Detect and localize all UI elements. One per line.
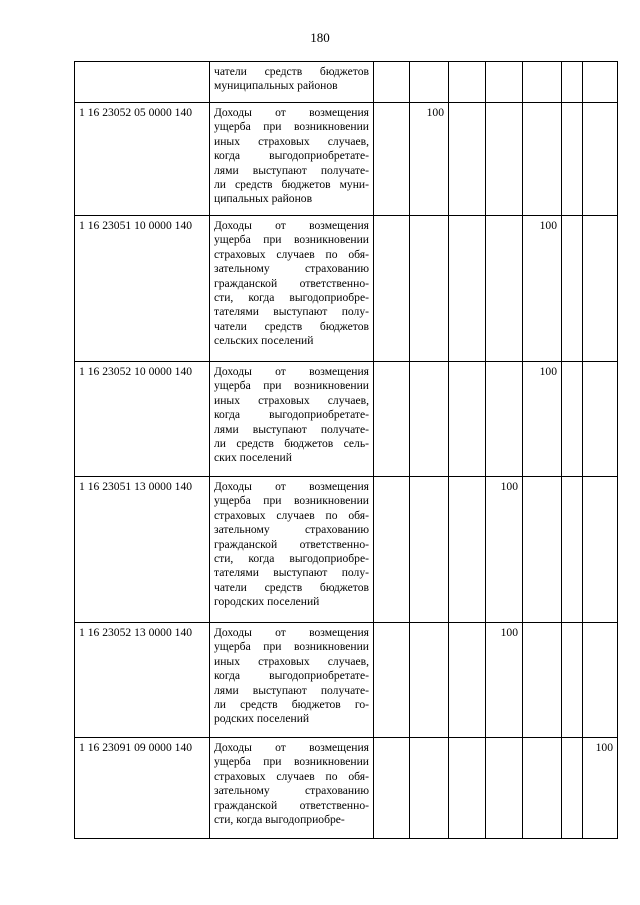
- amount-cell: 100: [583, 738, 618, 839]
- description-line: Доходы от возмещения: [214, 219, 369, 232]
- amount-cell: [374, 62, 410, 103]
- page-number: 180: [310, 30, 330, 45]
- amount-cell: [523, 738, 562, 839]
- description-line: иных страховых случаев,: [214, 393, 369, 407]
- amount-cell: [486, 216, 523, 362]
- amount-cell: [562, 362, 583, 477]
- description-line: родских поселений: [214, 712, 310, 726]
- description-line: лями выступают получате-: [214, 163, 369, 177]
- amount-cell: [374, 477, 410, 623]
- description-line: лями выступают получате-: [214, 683, 369, 697]
- amount-cell: [410, 623, 449, 738]
- description-line: Доходы от возмещения: [214, 480, 369, 493]
- description-line: зательному страхованию: [214, 262, 369, 276]
- description-line: муниципальных районов: [214, 79, 338, 93]
- description-line: гражданской ответственно-: [214, 276, 369, 290]
- table-row: [75, 362, 618, 477]
- description-line: тателями выступают полу-: [214, 305, 369, 319]
- table-row: [75, 623, 618, 738]
- income-description-cell: [210, 623, 374, 738]
- amount-cell: [523, 62, 562, 103]
- amount-cell: [374, 362, 410, 477]
- amount-cell: [583, 103, 618, 216]
- description-line: ущерба при возникновении: [214, 494, 369, 508]
- amount-cell: [562, 623, 583, 738]
- amount-cell: [449, 623, 486, 738]
- table-row: [75, 216, 618, 362]
- income-description-cell: [210, 362, 374, 477]
- amount-cell: [486, 738, 523, 839]
- table-body: [75, 62, 618, 839]
- description-line: Доходы от возмещения: [214, 365, 369, 378]
- table-row: [75, 62, 618, 103]
- amount-cell: 100: [486, 477, 523, 623]
- description-line: чатели средств бюджетов: [214, 65, 369, 78]
- description-line: лями выступают получате-: [214, 422, 369, 436]
- amount-cell: [583, 477, 618, 623]
- description-line: страховых случаев по обя-: [214, 247, 369, 261]
- description-line: гражданской ответственно-: [214, 537, 369, 551]
- amount-cell: [583, 216, 618, 362]
- description-line: ли средств бюджетов муни-: [214, 178, 369, 192]
- amount-cell: [562, 738, 583, 839]
- description-line: гражданской ответственно-: [214, 798, 369, 812]
- amount-cell: [410, 477, 449, 623]
- table-row: [75, 738, 618, 839]
- description-line: ущерба при возникновении: [214, 120, 369, 134]
- description-line: сти, когда выгодоприобре-: [214, 552, 369, 566]
- amount-cell: [449, 738, 486, 839]
- amount-cell: [449, 477, 486, 623]
- description-line: ущерба при возникновении: [214, 379, 369, 393]
- amount-cell: [449, 216, 486, 362]
- description-line: иных страховых случаев,: [214, 654, 369, 668]
- description-line: страховых случаев по обя-: [214, 508, 369, 522]
- income-description-cell: [210, 216, 374, 362]
- amount-cell: [410, 362, 449, 477]
- amount-cell: [523, 477, 562, 623]
- amount-cell: [562, 62, 583, 103]
- amount-cell: [486, 362, 523, 477]
- description-line: когда выгодоприобретате-: [214, 408, 369, 422]
- amount-cell: [486, 62, 523, 103]
- description-line: тателями выступают полу-: [214, 566, 369, 580]
- amount-cell: [410, 62, 449, 103]
- table-row: [75, 103, 618, 216]
- budget-code-cell: 1 16 23051 13 0000 140: [75, 477, 210, 623]
- description-line: когда выгодоприобретате-: [214, 669, 369, 683]
- description-line: когда выгодоприобретате-: [214, 149, 369, 163]
- budget-code-cell: 1 16 23052 13 0000 140: [75, 623, 210, 738]
- income-description-cell: [210, 62, 374, 103]
- income-description-cell: [210, 738, 374, 839]
- amount-cell: [410, 738, 449, 839]
- description-line: сти, когда выгодоприобре-: [214, 291, 369, 305]
- budget-code-cell: 1 16 23091 09 0000 140: [75, 738, 210, 839]
- amount-cell: [583, 623, 618, 738]
- description-line: зательному страхованию: [214, 523, 369, 537]
- budget-code-cell: 1 16 23052 10 0000 140: [75, 362, 210, 477]
- amount-cell: 100: [523, 362, 562, 477]
- description-line: Доходы от возмещения: [214, 626, 369, 639]
- description-line: городских поселений: [214, 595, 320, 609]
- budget-code-cell: 1 16 23051 10 0000 140: [75, 216, 210, 362]
- amount-cell: [410, 216, 449, 362]
- description-line: чатели средств бюджетов: [214, 580, 369, 594]
- budget-code-cell: [75, 62, 210, 103]
- amount-cell: [523, 623, 562, 738]
- description-line: ущерба при возникновении: [214, 755, 369, 769]
- description-line: ципальных районов: [214, 192, 313, 206]
- amount-cell: [486, 103, 523, 216]
- amount-cell: [562, 477, 583, 623]
- amount-cell: 100: [410, 103, 449, 216]
- description-line: иных страховых случаев,: [214, 134, 369, 148]
- description-line: ущерба при возникновении: [214, 640, 369, 654]
- amount-cell: [583, 362, 618, 477]
- amount-cell: 100: [486, 623, 523, 738]
- amount-cell: [374, 738, 410, 839]
- amount-cell: [374, 103, 410, 216]
- budget-code-cell: 1 16 23052 05 0000 140: [75, 103, 210, 216]
- table-row: [75, 477, 618, 623]
- amount-cell: [583, 62, 618, 103]
- income-description-cell: [210, 477, 374, 623]
- amount-cell: [449, 62, 486, 103]
- income-description-cell: [210, 103, 374, 216]
- budget-table: [74, 61, 618, 839]
- description-line: страховых случаев по обя-: [214, 769, 369, 783]
- description-line: зательному страхованию: [214, 784, 369, 798]
- description-line: ущерба при возникновении: [214, 233, 369, 247]
- description-line: ли средств бюджетов го-: [214, 698, 369, 712]
- amount-cell: [523, 103, 562, 216]
- amount-cell: 100: [523, 216, 562, 362]
- description-line: Доходы от возмещения: [214, 106, 369, 119]
- amount-cell: [449, 103, 486, 216]
- description-line: ли средств бюджетов сель-: [214, 437, 369, 451]
- amount-cell: [374, 216, 410, 362]
- description-line: чатели средств бюджетов: [214, 319, 369, 333]
- description-line: сельских поселений: [214, 334, 314, 348]
- description-line: сти, когда выгодоприобре-: [214, 813, 345, 827]
- amount-cell: [562, 103, 583, 216]
- amount-cell: [449, 362, 486, 477]
- amount-cell: [562, 216, 583, 362]
- description-line: ских поселений: [214, 451, 292, 465]
- description-line: Доходы от возмещения: [214, 741, 369, 754]
- amount-cell: [374, 623, 410, 738]
